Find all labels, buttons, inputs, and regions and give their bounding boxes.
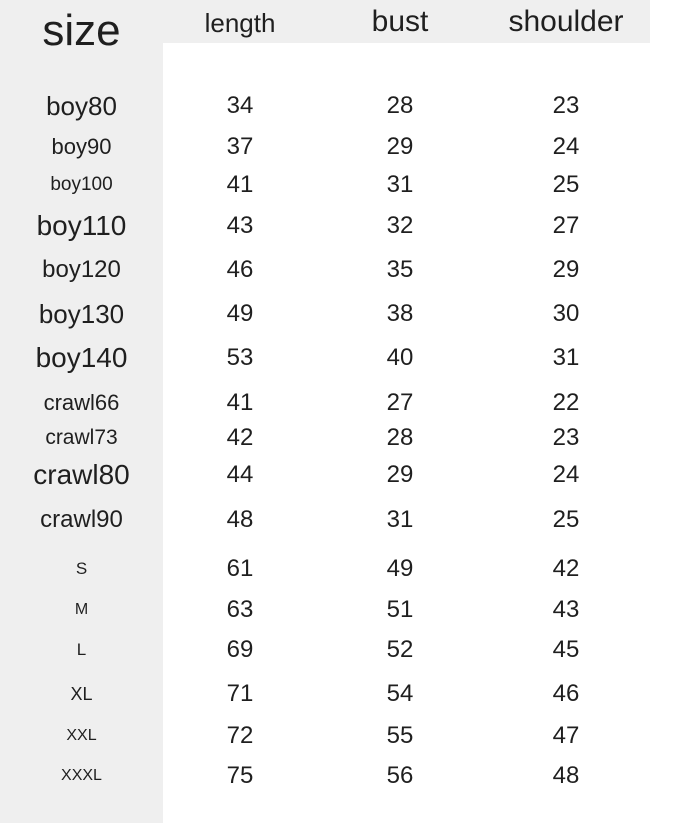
table-row-boy140	[0, 338, 683, 378]
size-label: XL	[70, 683, 93, 704]
column-header-size: size	[42, 6, 121, 55]
shoulder-value: 29	[552, 256, 580, 283]
length-value: 72	[226, 722, 254, 749]
length-value: 37	[226, 133, 254, 160]
shoulder-value: 23	[552, 424, 580, 451]
size-label: crawl80	[33, 459, 130, 490]
table-row-boy120	[0, 250, 683, 290]
bust-value: 32	[386, 212, 414, 239]
bust-value: 29	[386, 461, 414, 488]
column-header-length: length	[204, 8, 276, 38]
bust-value: 55	[386, 722, 414, 749]
length-value: 71	[226, 680, 254, 707]
bust-value: 38	[386, 300, 414, 327]
shoulder-value: 31	[552, 344, 580, 371]
length-value: 43	[226, 212, 254, 239]
length-value: 63	[226, 596, 254, 623]
table-row-crawl73	[0, 418, 683, 458]
column-header-shoulder: shoulder	[508, 5, 624, 38]
length-value: 44	[226, 461, 254, 488]
length-value: 41	[226, 389, 254, 416]
size-label: L	[76, 640, 87, 659]
table-row-boy90	[0, 127, 683, 167]
length-value: 75	[226, 762, 254, 789]
shoulder-value: 43	[552, 596, 580, 623]
length-value: 69	[226, 636, 254, 663]
length-value: 61	[226, 555, 254, 582]
size-label: boy90	[51, 134, 112, 159]
shoulder-value: 23	[552, 92, 580, 119]
size-label: XXL	[66, 727, 97, 744]
size-label: S	[75, 559, 88, 578]
bust-value: 31	[386, 506, 414, 533]
table-row-xxl	[0, 716, 683, 756]
size-label: crawl90	[40, 506, 123, 533]
table-row-xl	[0, 674, 683, 714]
shoulder-value: 25	[552, 506, 580, 533]
length-value: 34	[226, 92, 254, 119]
table-row-xxxl	[0, 756, 683, 796]
bust-value: 40	[386, 344, 414, 371]
bust-value: 51	[386, 596, 414, 623]
shoulder-value: 24	[552, 133, 580, 160]
shoulder-value: 24	[552, 461, 580, 488]
column-header-bust: bust	[371, 5, 429, 38]
table-row-crawl90	[0, 500, 683, 540]
length-value: 48	[226, 506, 254, 533]
shoulder-value: 25	[552, 171, 580, 198]
size-label: crawl73	[45, 426, 118, 449]
length-value: 42	[226, 424, 254, 451]
length-value: 49	[226, 300, 254, 327]
shoulder-value: 48	[552, 762, 580, 789]
table-row-boy110	[0, 206, 683, 246]
size-label: boy110	[36, 210, 127, 241]
table-row-boy100	[0, 165, 683, 205]
table-row-m	[0, 590, 683, 630]
size-label: boy140	[35, 342, 128, 373]
bust-value: 31	[386, 171, 414, 198]
table-row-l	[0, 630, 683, 670]
bust-value: 49	[386, 555, 414, 582]
table-row-s	[0, 549, 683, 589]
bust-value: 28	[386, 92, 414, 119]
bust-value: 56	[386, 762, 414, 789]
bust-value: 52	[386, 636, 414, 663]
length-value: 41	[226, 171, 254, 198]
length-value: 53	[226, 344, 254, 371]
size-label: boy80	[46, 90, 117, 121]
table-row-crawl80	[0, 455, 683, 495]
size-label: M	[74, 601, 89, 618]
shoulder-value: 47	[552, 722, 580, 749]
size-label: boy100	[50, 174, 113, 195]
length-value: 46	[226, 256, 254, 283]
shoulder-value: 45	[552, 636, 580, 663]
table-row-boy130	[0, 294, 683, 334]
table-row-boy80	[0, 86, 683, 126]
shoulder-value: 42	[552, 555, 580, 582]
shoulder-value: 22	[552, 389, 580, 416]
shoulder-value: 46	[552, 680, 580, 707]
size-label: boy120	[42, 256, 121, 283]
bust-value: 28	[386, 424, 414, 451]
shoulder-value: 30	[552, 300, 580, 327]
size-label: boy130	[38, 298, 125, 329]
bust-value: 29	[386, 133, 414, 160]
bust-value: 54	[386, 680, 414, 707]
bust-value: 35	[386, 256, 414, 283]
shoulder-value: 27	[552, 212, 580, 239]
size-label: XXXL	[61, 767, 102, 784]
size-label: crawl66	[43, 390, 120, 415]
bust-value: 27	[386, 389, 414, 416]
table-row-crawl66	[0, 383, 683, 423]
